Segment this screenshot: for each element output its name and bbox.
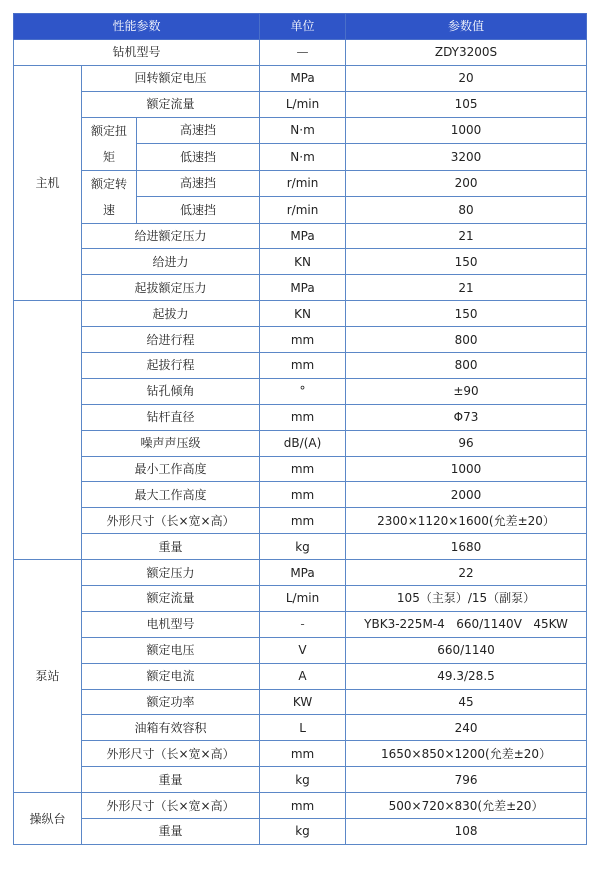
param-value: 2300×1120×1600(允差±20） (346, 508, 587, 534)
param-value: 20 (346, 65, 587, 91)
param-label: 外形尺寸（长×宽×高） (82, 741, 260, 767)
table-row (14, 275, 587, 301)
model-label: 钻机型号 (14, 39, 260, 65)
param-unit: KN (260, 301, 346, 327)
header-param: 性能参数 (14, 14, 260, 40)
param-value: YBK3-225M-4 660/1140V 45KW (346, 611, 587, 637)
param-unit: kg (260, 819, 346, 845)
param-label: 额定电压 (82, 637, 260, 663)
param-label: 外形尺寸（长×宽×高） (82, 793, 260, 819)
table-row (14, 611, 587, 637)
param-value: 105 (346, 91, 587, 117)
header-value: 参数值 (346, 14, 587, 40)
param-unit: V (260, 637, 346, 663)
table-row (14, 223, 587, 249)
table-row (14, 353, 587, 379)
param-unit: MPa (260, 275, 346, 301)
model-value: ZDY3200S (346, 39, 587, 65)
table-row (14, 663, 587, 689)
param-unit: kg (260, 767, 346, 793)
param-value: 200 (346, 170, 587, 197)
param-value: 150 (346, 301, 587, 327)
table-row (14, 482, 587, 508)
sublabel-rated-torque (82, 117, 137, 170)
param-value: 49.3/28.5 (346, 663, 587, 689)
param-unit: mm (260, 482, 346, 508)
table-row (14, 327, 587, 353)
param-label: 起拔力 (82, 301, 260, 327)
param-unit: mm (260, 327, 346, 353)
table-row (14, 65, 587, 91)
param-label: 额定流量 (82, 586, 260, 612)
param-label: 最小工作高度 (82, 456, 260, 482)
param-unit: dB/(A) (260, 430, 346, 456)
sublabel-line: 额定扭 (90, 123, 127, 138)
param-label: 低速挡 (137, 197, 260, 224)
param-value: 1680 (346, 534, 587, 560)
param-unit: mm (260, 793, 346, 819)
param-label: 重量 (82, 819, 260, 845)
param-unit: - (260, 611, 346, 637)
param-label: 额定压力 (82, 560, 260, 586)
param-label: 噪声声压级 (82, 430, 260, 456)
param-unit: r/min (260, 170, 346, 197)
param-unit: KN (260, 249, 346, 275)
param-label: 给进额定压力 (82, 223, 260, 249)
model-unit: — (260, 39, 346, 65)
group-label-frame (14, 301, 82, 560)
table-row (14, 715, 587, 741)
param-label: 钻杆直径 (82, 404, 260, 430)
param-value: 80 (346, 197, 587, 224)
header-unit: 单位 (260, 14, 346, 40)
param-label: 起拔行程 (82, 353, 260, 379)
param-label: 重量 (82, 767, 260, 793)
param-unit: L/min (260, 91, 346, 117)
param-unit: kg (260, 534, 346, 560)
param-label: 给进力 (82, 249, 260, 275)
table-row (14, 508, 587, 534)
param-label: 电机型号 (82, 611, 260, 637)
param-value: 45 (346, 689, 587, 715)
param-value: 1000 (346, 456, 587, 482)
table-row (14, 534, 587, 560)
param-value: 1000 (346, 117, 587, 144)
table-row (14, 301, 587, 327)
sublabel-line: 额定转 (90, 176, 127, 191)
param-unit: N·m (260, 144, 346, 171)
param-unit: mm (260, 353, 346, 379)
header-row (14, 14, 587, 40)
param-value: 21 (346, 275, 587, 301)
param-value: Φ73 (346, 404, 587, 430)
param-value: 21 (346, 223, 587, 249)
table-row (14, 378, 587, 404)
table-row (14, 689, 587, 715)
sublabel-rated-speed (82, 170, 137, 223)
param-unit: N·m (260, 117, 346, 144)
param-value: 22 (346, 560, 587, 586)
table-row (14, 456, 587, 482)
param-label: 最大工作高度 (82, 482, 260, 508)
param-unit: mm (260, 508, 346, 534)
param-unit: KW (260, 689, 346, 715)
param-value: 800 (346, 353, 587, 379)
param-label: 高速挡 (137, 117, 260, 144)
param-value: 240 (346, 715, 587, 741)
table-row (14, 819, 587, 845)
table-row (14, 430, 587, 456)
group-label-pump: 泵站 (14, 560, 82, 793)
param-value: 150 (346, 249, 587, 275)
param-unit: A (260, 663, 346, 689)
table-row (14, 404, 587, 430)
param-label: 高速挡 (137, 170, 260, 197)
param-label: 给进行程 (82, 327, 260, 353)
param-label: 低速挡 (137, 144, 260, 171)
sublabel-line: 速 (102, 202, 115, 217)
table-row (14, 170, 587, 197)
table-row (14, 741, 587, 767)
param-unit: MPa (260, 65, 346, 91)
table-row (14, 117, 587, 144)
param-value: 1650×850×1200(允差±20） (346, 741, 587, 767)
param-label: 回转额定电压 (82, 65, 260, 91)
param-unit: mm (260, 456, 346, 482)
table-row (14, 586, 587, 612)
param-value: 800 (346, 327, 587, 353)
param-unit: L (260, 715, 346, 741)
param-value: 796 (346, 767, 587, 793)
param-value: 660/1140 (346, 637, 587, 663)
param-unit: mm (260, 404, 346, 430)
param-unit: r/min (260, 197, 346, 224)
spec-table (13, 13, 587, 845)
param-label: 重量 (82, 534, 260, 560)
param-unit: mm (260, 741, 346, 767)
param-value: 108 (346, 819, 587, 845)
table-row (14, 39, 587, 65)
group-label-main: 主机 (14, 65, 82, 300)
table-row (14, 249, 587, 275)
param-label: 额定电流 (82, 663, 260, 689)
param-label: 油箱有效容积 (82, 715, 260, 741)
sublabel-line: 矩 (102, 149, 115, 164)
param-unit: ° (260, 378, 346, 404)
param-value: 3200 (346, 144, 587, 171)
table-row (14, 560, 587, 586)
param-label: 外形尺寸（长×宽×高） (82, 508, 260, 534)
param-label: 额定功率 (82, 689, 260, 715)
param-value: 500×720×830(允差±20） (346, 793, 587, 819)
param-label: 起拔额定压力 (82, 275, 260, 301)
table-row (14, 767, 587, 793)
table-row (14, 793, 587, 819)
param-unit: L/min (260, 586, 346, 612)
param-value: 96 (346, 430, 587, 456)
param-unit: MPa (260, 560, 346, 586)
table-row (14, 637, 587, 663)
param-value: 105（主泵）/15（副泵） (346, 586, 587, 612)
param-value: ±90 (346, 378, 587, 404)
group-label-console: 操纵台 (14, 793, 82, 845)
param-unit: MPa (260, 223, 346, 249)
param-label: 额定流量 (82, 91, 260, 117)
table-row (14, 91, 587, 117)
param-value: 2000 (346, 482, 587, 508)
param-label: 钻孔倾角 (82, 378, 260, 404)
